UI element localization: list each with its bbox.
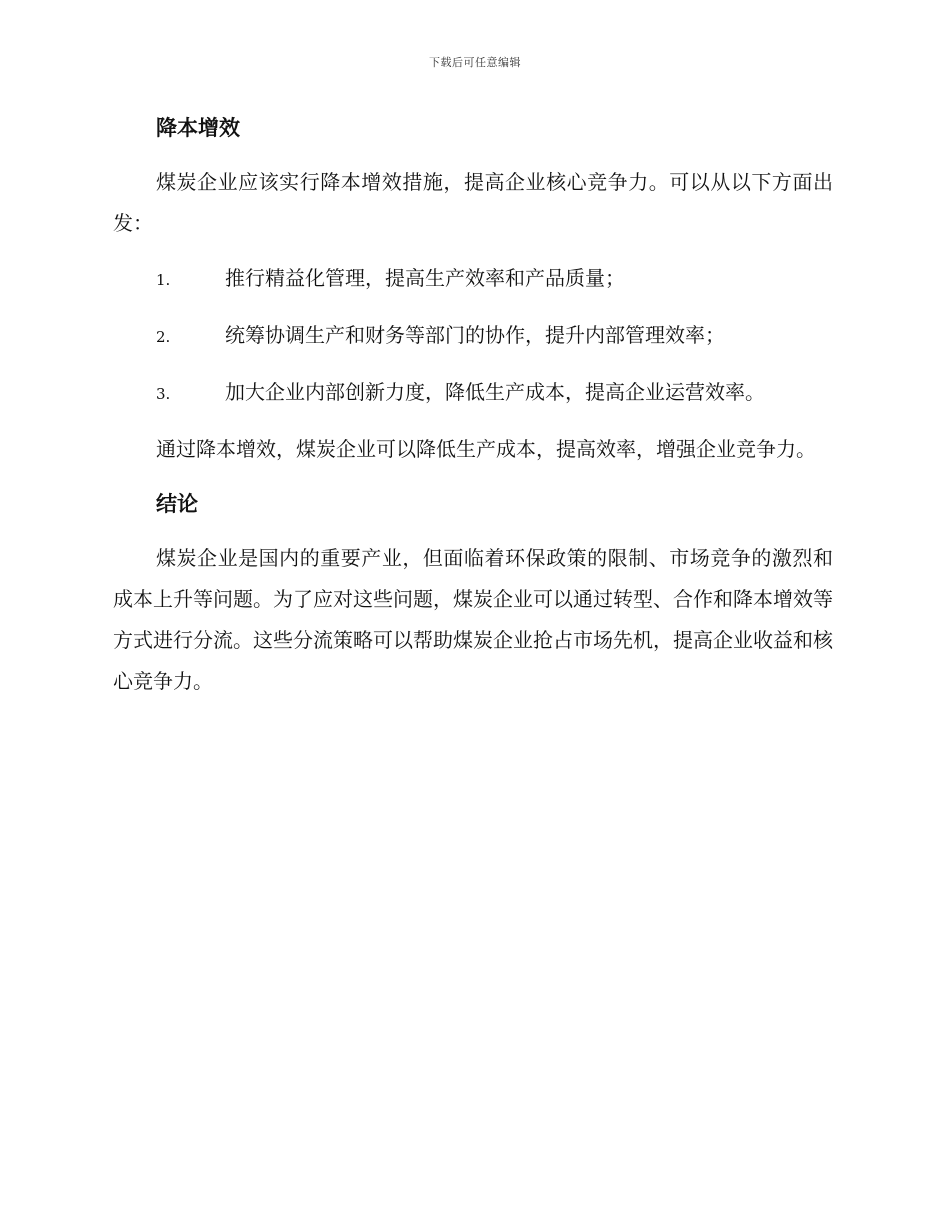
list-item [113, 315, 833, 358]
list-number: 3. [156, 385, 171, 403]
section-summary: 通过降本增效，煤炭企业可以降低生产成本，提高效率，增强企业竞争力。 [156, 437, 816, 461]
document-content [113, 108, 833, 716]
section-conclusion [113, 484, 833, 702]
list-number: 2. [156, 328, 171, 346]
section-intro: 煤炭企业应该实行降本增效措施，提高企业核心竞争力。可以从以下方面出发： [113, 170, 833, 235]
list-text: 加大企业内部创新力度，降低生产成本，提高企业运营效率。 [225, 380, 765, 404]
section-cost-reduction [113, 108, 833, 470]
list-item [113, 258, 833, 301]
conclusion-body: 煤炭企业是国内的重要产业，但面临着环保政策的限制、市场竞争的激烈和成本上升等问题。为了应对这些问题，煤炭企业可以通过转型、合作和降本增效等方式进行分流。这些分流策略可以帮助煤炭企业抢占市场先机，提高企业收益和核心竞争力。 [113, 546, 833, 693]
numbered-list [113, 258, 833, 415]
list-number: 1. [156, 271, 171, 289]
section-heading: 降本增效 [156, 116, 240, 140]
list-text: 推行精益化管理，提高生产效率和产品质量； [225, 266, 625, 290]
list-item [113, 372, 833, 415]
section-heading: 结论 [156, 492, 198, 516]
header-note: 下载后可任意编辑 [429, 56, 521, 69]
list-text: 统筹协调生产和财务等部门的协作，提升内部管理效率； [225, 323, 725, 347]
